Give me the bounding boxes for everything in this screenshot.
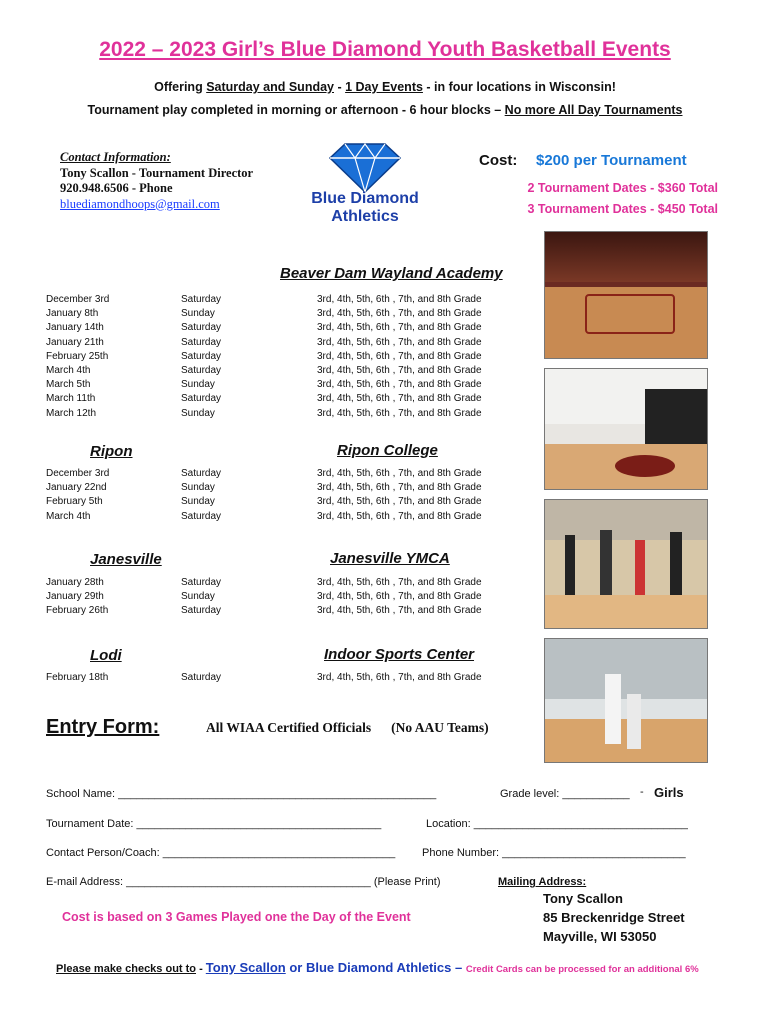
city-janesville: Janesville [90,551,162,568]
subtitle-line-2: Tournament play completed in morning or afternoon - 6 hour blocks – No more All Day Tournaments [87,103,683,117]
contact-phone: 920.948.6506 - Phone [60,181,173,195]
schedule-row: March 11th Saturday 3rd, 4th, 5th, 6th , 7th, and 8th Grade [46,393,482,405]
girls-label: Girls [654,785,684,800]
schedule-row: December 3rd Saturday 3rd, 4th, 5th, 6th , 7th, and 8th Grade [46,468,482,479]
location-field[interactable]: Location: ___________________________________ [426,818,688,830]
mail-name: Tony Scallon [543,891,623,906]
contact-email: bluediamondhoops@gmail.com [60,196,220,211]
schedule-lodi [46,671,486,685]
logo-line-2: Athletics [331,208,399,225]
school-name-field[interactable]: School Name: ____________________________________________________ [46,788,437,800]
gym-photo-beaver-dam [544,231,708,359]
venue-beaver-dam: Beaver Dam Wayland Academy [280,265,503,282]
schedule-row: January 21th Saturday 3rd, 4th, 5th, 6th , 7th, and 8th Grade [46,336,482,348]
schedule-row: December 3rd Saturday 3rd, 4th, 5th, 6th , 7th, and 8th Grade [46,294,482,305]
schedule-row: January 29th Sunday 3rd, 4th, 5th, 6th , 7th, and 8th Grade [46,591,482,603]
entry-form-title: Entry Form: [46,716,160,738]
grade-level-field[interactable]: Grade level: ___________ [500,788,630,800]
schedule-row: March 4th Saturday 3rd, 4th, 5th, 6th , 7th, and 8th Grade [46,364,482,376]
schedule-row: February 5th Sunday 3rd, 4th, 5th, 6th , 7th, and 8th Grade [46,496,482,508]
schedule-row: February 26th Saturday 3rd, 4th, 5th, 6th , 7th, and 8th Grade [46,605,482,617]
mailing-address-label: Mailing Address: [498,876,587,888]
schedule-row: January 28th Saturday 3rd, 4th, 5th, 6th , 7th, and 8th Grade [46,577,482,588]
schedule-row: January 22nd Sunday 3rd, 4th, 5th, 6th , 7th, and 8th Grade [46,482,482,494]
venue-ripon: Ripon College [337,442,438,459]
email-address-field[interactable]: E-mail Address: ________________________________________ (Please Print) [46,876,441,888]
schedule-row: March 12th Sunday 3rd, 4th, 5th, 6th , 7th, and 8th Grade [46,407,482,419]
schedule-beaver-dam [46,293,486,421]
contact-person-field[interactable]: Contact Person/Coach: ______________________________________ [46,847,396,859]
mail-city: Mayville, WI 53050 [543,929,657,944]
schedule-ripon [46,467,486,524]
contact-heading: Contact Information: [60,150,171,164]
phone-number-field[interactable]: Phone Number: ______________________________ [422,847,686,859]
tournament-date-field[interactable]: Tournament Date: ________________________________________ [46,818,382,830]
cost-note: Cost is based on 3 Games Played one the Day of the Event [62,910,411,924]
officials-note: All WIAA Certified Officials (No AAU Teams) [206,720,489,735]
venue-lodi: Indoor Sports Center [324,646,475,663]
schedule-row: January 8th Sunday 3rd, 4th, 5th, 6th , 7th, and 8th Grade [46,308,482,320]
checks-payable: Please make checks out to - Tony Scallon or Blue Diamond Athletics – Credit Cards can be processed for an additional 6% [56,960,699,975]
gym-photo-lodi [544,638,708,763]
page-title: 2022 – 2023 Girl’s Blue Diamond Youth Basketball Events [99,38,671,61]
schedule-row: March 4th Saturday 3rd, 4th, 5th, 6th , 7th, and 8th Grade [46,510,482,522]
contact-name: Tony Scallon - Tournament Director [60,165,254,180]
gym-photo-ripon [544,368,708,490]
girls-dash: - [640,786,644,798]
blue-diamond-logo [290,140,440,228]
cost-two-dates: 2 Tournament Dates - $360 Total [527,181,718,195]
schedule-row: February 25th Saturday 3rd, 4th, 5th, 6th , 7th, and 8th Grade [46,350,482,362]
schedule-row: March 5th Sunday 3rd, 4th, 5th, 6th , 7th, and 8th Grade [46,379,482,391]
gym-photo-janesville [544,499,708,629]
cost-three-dates: 3 Tournament Dates - $450 Total [527,202,718,216]
cost-value: $200 per Tournament [536,152,687,169]
subtitle-line-1: Offering Saturday and Sunday - 1 Day Events - in four locations in Wisconsin! [154,80,616,94]
venue-janesville: Janesville YMCA [330,550,450,567]
mailing-address [543,889,685,946]
cost-label: Cost: [479,152,518,169]
schedule-row: January 14th Saturday 3rd, 4th, 5th, 6th , 7th, and 8th Grade [46,322,482,334]
schedule-janesville [46,576,486,619]
city-ripon: Ripon [90,443,133,460]
contact-info [60,150,253,212]
mail-street: 85 Breckenridge Street [543,910,685,925]
logo-line-1: Blue Diamond [311,190,419,207]
city-lodi: Lodi [90,647,122,664]
schedule-row: February 18th Saturday 3rd, 4th, 5th, 6th , 7th, and 8th Grade [46,672,482,683]
